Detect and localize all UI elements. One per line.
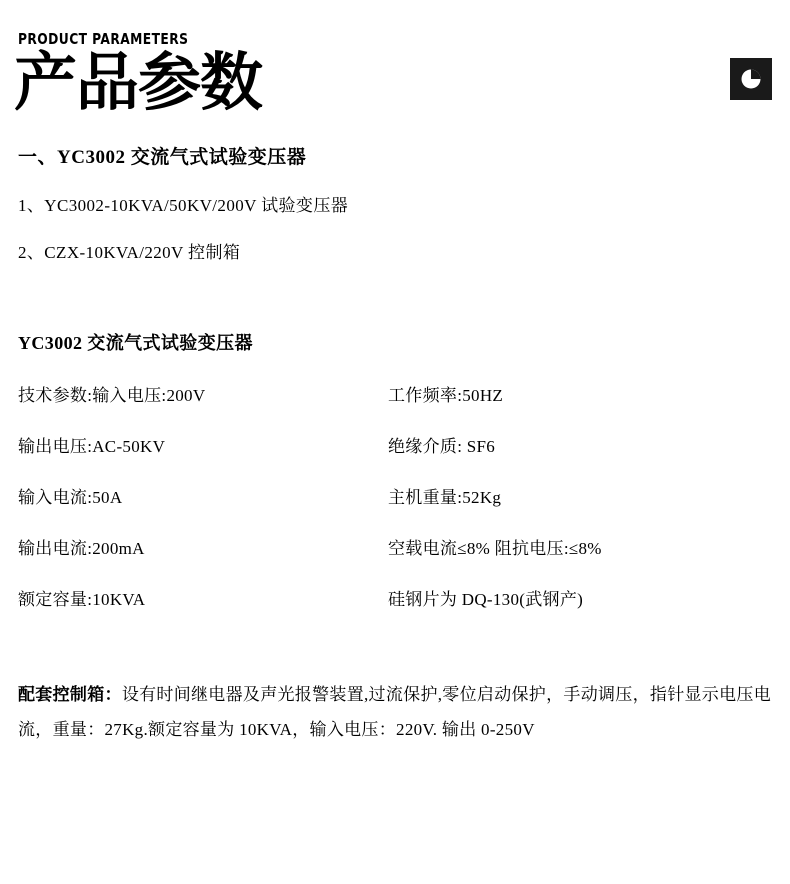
list-item: 2、CZX-10KVA/220V 控制箱 — [18, 243, 241, 263]
specs-table — [18, 381, 772, 610]
section-heading: 一、YC3002 交流气式试验变压器 — [18, 147, 307, 169]
spec-left: 输出电流:200mA — [18, 539, 145, 559]
spec-right: 空载电流≤8% 阻抗电压:≤8% — [388, 539, 602, 559]
control-box-text: 设有时间继电器及声光报警装置,过流保护,零位启动保护，手动调压，指针显示电压电流，重量：27Kg.额定容量为 10KVA，输入电压：220V. 输出 0-250V — [18, 685, 772, 739]
spec-left: 技术参数:输入电压:200V — [18, 386, 206, 406]
spec-left: 输出电压:AC-50KV — [18, 437, 166, 457]
list-item: 1、YC3002-10KVA/50KV/200V 试验变压器 — [18, 196, 349, 216]
spec-right: 绝缘介质: SF6 — [388, 437, 496, 457]
spec-right: 硅钢片为 DQ-130(武钢产) — [388, 590, 584, 610]
spec-right: 工作频率:50HZ — [388, 386, 504, 406]
specs-heading: YC3002 交流气式试验变压器 — [18, 333, 253, 354]
spec-left: 额定容量:10KVA — [18, 590, 146, 610]
pie-chart-logo-icon — [730, 58, 772, 100]
page-title: 产品参数 — [14, 46, 262, 119]
spec-right: 主机重量:52Kg — [388, 488, 502, 508]
control-box-paragraph — [18, 678, 772, 748]
product-parameters-page — [0, 30, 790, 884]
spec-left: 输入电流:50A — [18, 488, 123, 508]
eyebrow-text: PRODUCT PARAMETERS — [18, 30, 189, 48]
control-box-label: 配套控制箱： — [18, 685, 122, 705]
